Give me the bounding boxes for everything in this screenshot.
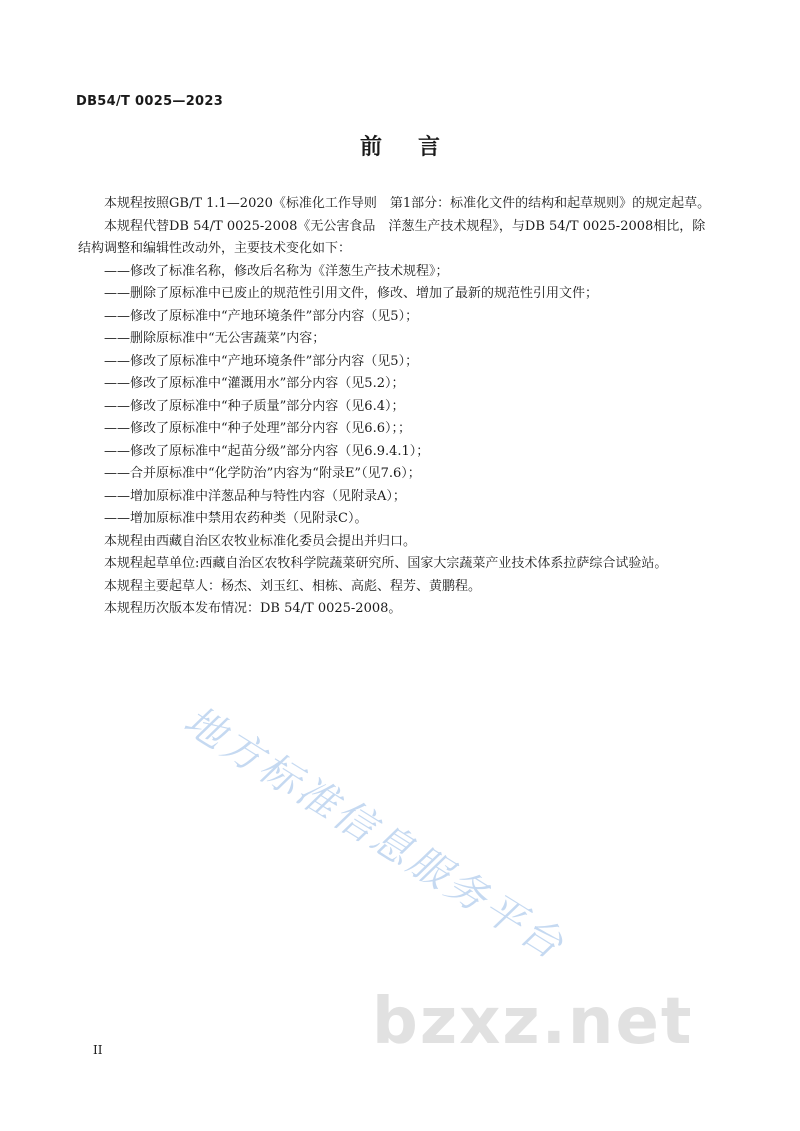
change-item: ——删除了原标准中已废止的规范性引用文件，修改、增加了最新的规范性引用文件； bbox=[104, 286, 599, 301]
paragraph-drafting-units: 本规程起草单位:西藏自治区农牧科学院蔬菜研究所、国家大宗蔬菜产业技术体系拉萨综合试验站。 bbox=[104, 556, 668, 571]
paragraph-proposer: 本规程由西藏自治区农牧业标准化委员会提出并归口。 bbox=[104, 533, 417, 549]
foreword-body bbox=[78, 193, 718, 621]
document-code: DB54/T 0025—2023 bbox=[76, 94, 224, 109]
change-item: ——修改了原标准中“灌溉用水”部分内容（见5.2）； bbox=[104, 376, 405, 391]
title-part-2: 言 bbox=[418, 135, 441, 160]
watermark-site: bzxz.net bbox=[372, 985, 694, 1059]
paragraph-history: 本规程历次版本发布情况：DB 54/T 0025-2008。 bbox=[104, 601, 402, 616]
change-item: ——修改了原标准中“起苗分级”部分内容（见6.9.4.1）； bbox=[104, 443, 430, 459]
paragraph-drafting-basis: 本规程按照GB/T 1.1—2020《标准化工作导则 第1部分：标准化文件的结构和起草规则》的规定起草。 bbox=[104, 196, 711, 211]
change-item: ——修改了原标准中“产地环境条件”部分内容（见5）； bbox=[104, 308, 419, 324]
paragraph-replacement: 本规程代替DB 54/T 0025-2008《无公害食品 洋葱生产技术规程》，与DB 54/T 0025-2008相比，除结构调整和编辑性改动外，主要技术变化如下： bbox=[78, 218, 706, 256]
change-item: ——修改了标准名称，修改后名称为《洋葱生产技术规程》； bbox=[104, 263, 449, 279]
page-number: II bbox=[93, 1043, 103, 1057]
title-part-1: 前 bbox=[359, 135, 382, 160]
change-item: ——增加原标准中禁用农药种类（见附录C）。 bbox=[104, 511, 368, 526]
change-item: ——合并原标准中“化学防治”内容为“附录E”（见7.6）； bbox=[104, 466, 421, 481]
watermark-text: 地方标准信息服务平台 bbox=[175, 697, 574, 970]
change-item: ——删除原标准中“无公害蔬菜”内容； bbox=[104, 331, 326, 346]
paragraph-drafters: 本规程主要起草人：杨杰、刘玉红、相栋、高彪、程芳、黄鹏程。 bbox=[104, 578, 482, 594]
change-item: ——修改了原标准中“种子质量”部分内容（见6.4）； bbox=[104, 398, 405, 414]
change-item: ——增加原标准中洋葱品种与特性内容（见附录A）； bbox=[104, 488, 406, 504]
page-title bbox=[0, 130, 800, 161]
change-item: ——修改了原标准中“产地环境条件”部分内容（见5）； bbox=[104, 353, 419, 369]
change-item: ——修改了原标准中“种子处理”部分内容（见6.6）；； bbox=[104, 421, 411, 436]
